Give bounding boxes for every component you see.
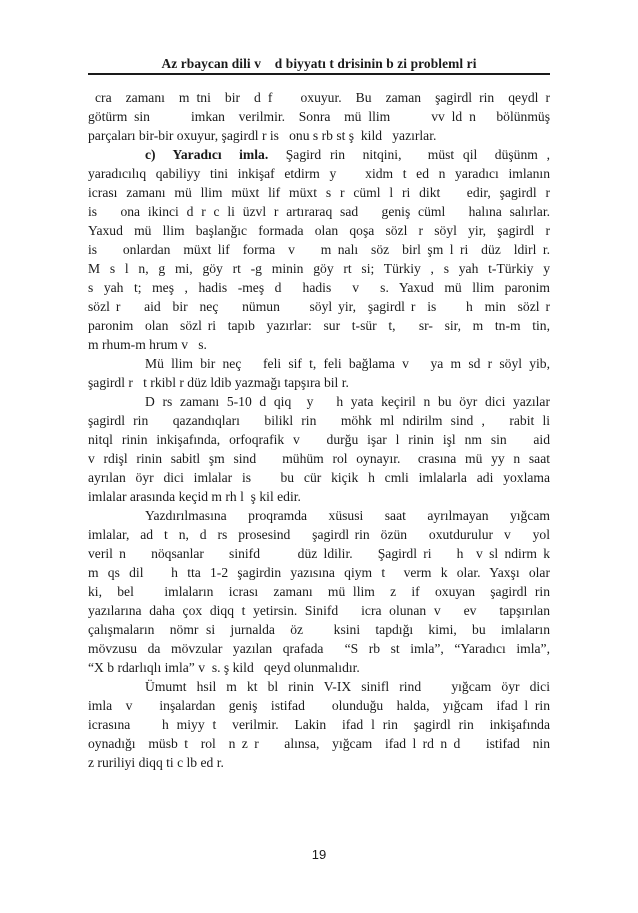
text-line: götürm sin imkan verilmir. Sonra mü llim vv ld n bölünmüş: [88, 109, 550, 124]
text-line: Ümumt hsil m kt bl rinin V-IX sinifl rind yığcam öyr dici: [145, 679, 550, 694]
text-line: is onlardan müxt lif forma v m nalı söz birl şm l ri düz ldirl r.: [88, 242, 550, 257]
text-line: oynadığı müsb t rol n z r alınsa, yığcam ifad l rd n d istifad nin: [88, 736, 550, 751]
text-line: Yazdırılmasına proqramda xüsusi saat ayrılmayan yığcam: [145, 508, 550, 523]
text-line: şagirdl r t rkibl r düz ldib yazmağı tapşıra bil r.: [88, 375, 349, 390]
section-heading: c) Yaradıcı imla.: [145, 147, 269, 162]
text-line: veril n nöqsanlar sinifd düz ldilir. Şagirdl ri h v sl ndirm k: [88, 546, 550, 561]
text-line: ayrılan öyr dici imlalar is bu cür kiçik h cmli imlalarla adi yoxlama: [88, 470, 550, 485]
text-line: s yah t; meş , hadis -meş d hadis v s. Yaxud mü llim paronim: [88, 280, 550, 295]
text-line: icrası zamanı mü llim müxt lif müxt s r cüml l ri dikt edir, şagirdl r: [88, 185, 550, 200]
text-line: yazılarına daha çox diqq t yetirsin. Sinifd icra olunan v ev tapşırılan: [88, 603, 550, 618]
line-text: Şagird rin nitqini, müst qil düşünm ,: [268, 147, 550, 162]
text-line: [88, 145, 550, 164]
text-line: z ruriliyi diqq ti c lb ed r.: [88, 755, 224, 770]
text-line: cra zamanı m tni bir d f oxuyur. Bu zaman şagirdl rin qeydl r: [88, 90, 550, 105]
text-line: M s l n, g mi, göy rt -g minin göy rt si; Türkiy , s yah t-Türkiy y: [88, 261, 550, 276]
text-line: şagirdl rin qazandıqları bilikl rin möhk ml ndirilm sind , rabit li: [88, 413, 550, 428]
running-header-title: Az rbaycan dili v d biyyatı t drisinin b zi probleml ri: [161, 56, 477, 71]
text-line: mövzusu da mövzular yazılan qrafada “S rb st imla”, “Yaradıcı imla”,: [88, 641, 550, 656]
text-line: imla v inşalardan geniş istifad olunduğu halda, yığcam ifad l rin: [88, 698, 550, 713]
text-line: “X b rdarlıqlı imla” v s. ş kild qeyd olunmalıdır.: [88, 660, 360, 675]
text-line: sözl r aid bir neç nümun söyl yir, şagirdl r is h min sözl r: [88, 299, 550, 314]
text-line: imlalar arasında keçid m rh l ş kil edir.: [88, 489, 301, 504]
text-line: D rs zamanı 5-10 d qiq y h yata keçiril n bu öyr dici yazılar: [145, 394, 550, 409]
text-line: imlalar, ad t n, d rs prosesind şagirdl rin özün oxutdurulur v yol: [88, 527, 550, 542]
text-line: paronim olan sözl ri tapıb yazırlar: sur t-sür t, sr- sir, m tn-m tin,: [88, 318, 550, 333]
text-line: icrasına h miyy t verilmir. Lakin ifad l rin şagirdl rin inkişafında: [88, 717, 550, 732]
text-line: ki, bel imlaların icrası zamanı mü llim z if oxuyan şagirdl rin: [88, 584, 550, 599]
text-line: is ona ikinci d r c li üzvl r artıraraq sad geniş cüml halına salırlar.: [88, 204, 550, 219]
text-line: m rhum-m hrum v s.: [88, 337, 207, 352]
page-number: 19: [311, 847, 327, 862]
text-line: Yaxud mü llim başlanğıc formada olan qoşa sözl r söyl yir, şagirdl r: [88, 223, 550, 238]
text-line: nitql rinin inkişafında, orfoqrafik v durğu işar l rinin işl nm sin aid: [88, 432, 550, 447]
body-text: [88, 88, 550, 772]
text-line: v rdişl rinin sabitl şm sind mühüm rol oynayır. crasına mü yy n saat: [88, 451, 550, 466]
text-line: çalışmaların nömr si jurnalda öz ksini tapdığı kimi, bu imlaların: [88, 622, 550, 637]
text-line: parçaları bir-bir oxuyur, şagirdl r is onu s rb st ş kild yazırlar.: [88, 128, 437, 143]
text-line: Mü llim bir neç feli sif t, feli bağlama v ya m sd r söyl yib,: [145, 356, 550, 371]
text-line: m qs dil h tta 1-2 şagirdin yazısına qiym t verm k olar. Yaxşı olar: [88, 565, 550, 580]
text-line: yaradıcılıq qabiliyy tini inkişaf etdirm y xidm t ed n yaradıcı imlanın: [88, 166, 550, 181]
header-divider: [88, 73, 550, 75]
